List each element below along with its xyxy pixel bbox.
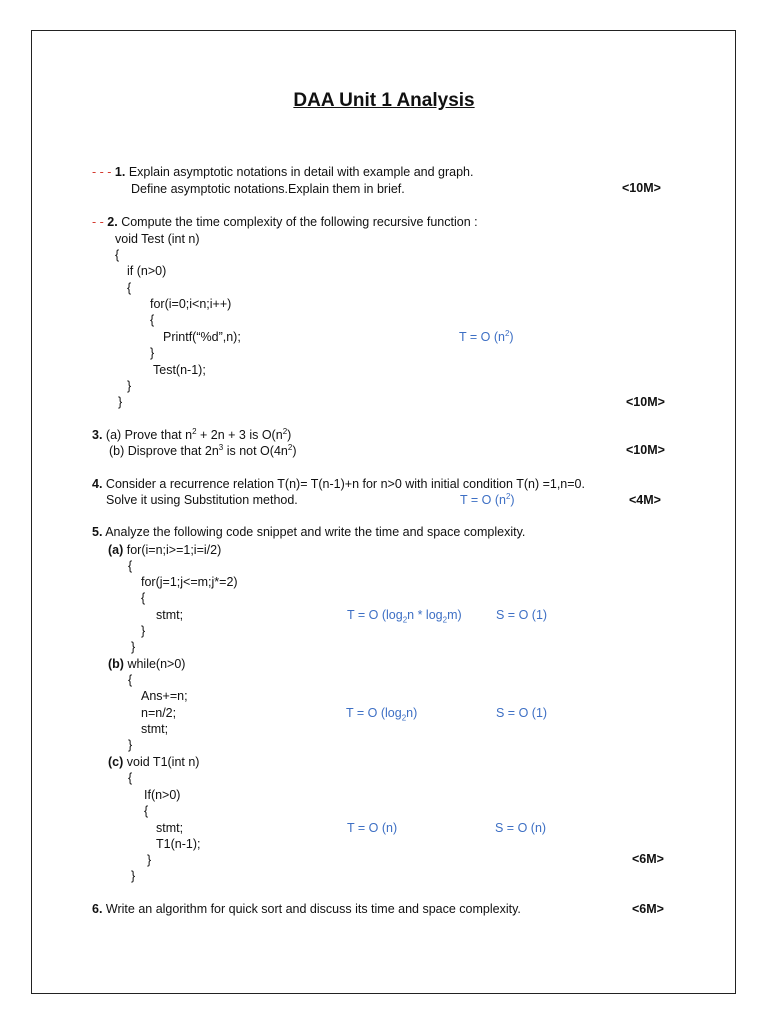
superscript: 2 [287, 442, 293, 452]
question-4-marks: <4M> [629, 493, 661, 507]
code-line: { [141, 591, 146, 605]
code-line: { [144, 804, 149, 818]
question-2-marks: <10M> [626, 395, 665, 409]
question-5a-time-answer [347, 607, 462, 623]
question-3-text: is not O(4n [223, 444, 288, 458]
answer-text: n * log [407, 608, 443, 622]
code-line: for(i=0;i<n;i++) [150, 297, 232, 311]
code-line: } [128, 738, 133, 752]
answer-subscript: 2 [442, 615, 448, 625]
sub-question-label: (a) [108, 543, 124, 557]
page-title: DAA Unit 1 Analysis [293, 90, 475, 111]
question-5c-time-answer: T = O (n) [347, 821, 398, 835]
answer-text: T = O (n [459, 330, 505, 344]
code-line: } [141, 624, 146, 638]
question-1-line-2: Define asymptotic notations.Explain them in brief. [131, 182, 405, 196]
question-5b-line [108, 656, 185, 672]
question-2-number: 2. [107, 215, 118, 229]
code-line: Printf(“%d”,n); [163, 330, 241, 344]
code-line: while(n>0) [123, 657, 186, 671]
answer-text: T = O (log [346, 706, 402, 720]
question-4-time-answer [460, 492, 515, 508]
question-2-time-answer [459, 329, 514, 345]
question-6-text: Write an algorithm for quick sort and discuss its time and space complexity. [102, 902, 521, 916]
question-3-text: (a) Prove that n [102, 428, 193, 442]
answer-text: m) [447, 608, 462, 622]
question-5-text: Analyze the following code snippet and write the time and space complexity. [102, 525, 526, 539]
code-line: { [150, 313, 155, 327]
question-4-line-2: Solve it using Substitution method. [106, 493, 298, 507]
code-line: } [131, 869, 136, 883]
question-4-text: Consider a recurrence relation T(n)= T(n-1)+n for n>0 with initial condition T(n) =1,n=0. [102, 477, 585, 491]
question-3-text: (b) Disprove that 2n [109, 444, 219, 458]
question-1-dash: - - - [92, 165, 115, 179]
code-line: stmt; [156, 608, 184, 622]
answer-superscript: 2 [504, 328, 510, 338]
code-line: n=n/2; [141, 706, 177, 720]
question-2-text: Compute the time complexity of the following recursive function : [117, 215, 478, 229]
code-line: for(i=n;i>=1;i=i/2) [123, 543, 222, 557]
question-1-number: 1. [114, 165, 126, 179]
question-4-line-1 [92, 476, 585, 492]
code-line: } [118, 395, 123, 409]
question-3-number: 3. [92, 428, 103, 442]
question-3-text: ) [287, 428, 292, 442]
question-5a-line [108, 542, 221, 558]
superscript: 2 [192, 426, 197, 436]
question-5-line-1 [92, 524, 525, 540]
code-line: { [128, 673, 133, 687]
question-1-line-1 [92, 164, 473, 180]
question-3-line-a [92, 427, 291, 443]
code-line: Test(n-1); [153, 363, 206, 377]
code-line: { [127, 281, 132, 295]
question-5c-space-answer: S = O (n) [495, 821, 547, 835]
question-5a-space-answer: S = O (1) [496, 608, 548, 622]
code-line: T1(n-1); [156, 837, 201, 851]
answer-subscript: 2 [401, 713, 407, 723]
answer-subscript: 2 [402, 615, 408, 625]
sub-question-label: (c) [108, 755, 124, 769]
question-2-dash: - - [92, 215, 108, 229]
question-4-number: 4. [92, 477, 103, 491]
question-5-number: 5. [92, 525, 103, 539]
code-line: If(n>0) [144, 788, 181, 802]
answer-text: T = O (log [347, 608, 403, 622]
answer-text: ) [509, 330, 514, 344]
code-line: } [127, 379, 132, 393]
superscript: 3 [218, 442, 224, 452]
answer-text: n) [406, 706, 418, 720]
code-line: void Test (int n) [115, 232, 200, 246]
code-line: stmt; [141, 722, 169, 736]
code-line: Ans+=n; [141, 689, 188, 703]
question-5c-line [108, 754, 199, 770]
superscript: 2 [282, 426, 288, 436]
question-5b-time-answer [346, 705, 417, 721]
question-3-line-b [109, 443, 296, 459]
code-line: { [115, 248, 120, 262]
question-5b-space-answer: S = O (1) [496, 706, 548, 720]
code-line: } [131, 640, 136, 654]
code-line: } [150, 346, 155, 360]
question-1-text: Explain asymptotic notations in detail with example and graph. [125, 165, 474, 179]
question-3-text: + 2n + 3 is O(n [196, 428, 283, 442]
code-line: for(j=1;j<=m;j*=2) [141, 575, 238, 589]
code-line: } [147, 853, 152, 867]
question-5-marks: <6M> [632, 852, 664, 866]
question-3-text: ) [292, 444, 297, 458]
answer-text: T = O (n [460, 493, 506, 507]
answer-text: ) [510, 493, 515, 507]
sub-question-label: (b) [108, 657, 124, 671]
question-6-marks: <6M> [632, 902, 664, 916]
answer-superscript: 2 [505, 491, 511, 501]
code-line: { [128, 559, 133, 573]
code-line: { [128, 771, 133, 785]
question-1-marks: <10M> [622, 181, 661, 195]
code-line: stmt; [156, 821, 184, 835]
question-2-line-1 [92, 214, 478, 230]
code-line: void T1(int n) [123, 755, 200, 769]
question-3-marks: <10M> [626, 443, 665, 457]
question-6-line-1 [92, 901, 521, 917]
code-line: if (n>0) [127, 264, 167, 278]
question-6-number: 6. [92, 902, 103, 916]
